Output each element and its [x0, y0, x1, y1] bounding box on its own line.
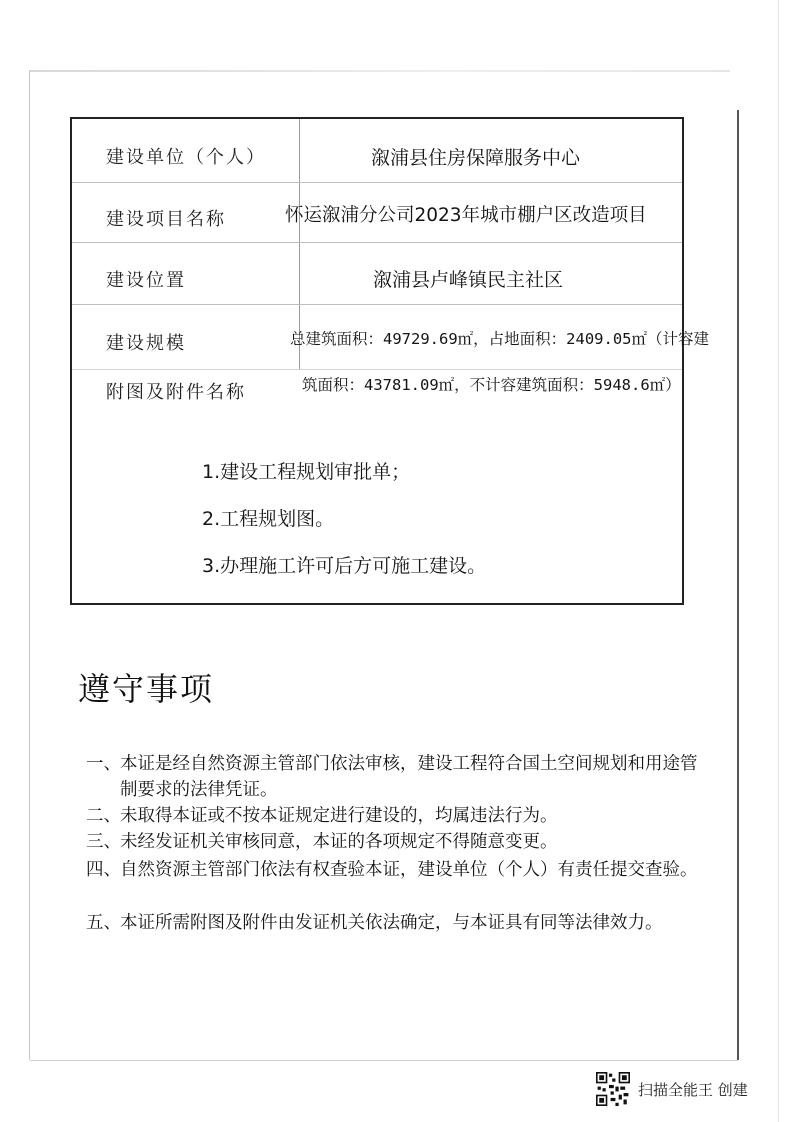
note-item — [86, 910, 706, 936]
label-project-name: 建设项目名称 — [106, 209, 226, 230]
attachment-item: 1.建设工程规划审批单； — [202, 461, 411, 483]
notes-title: 遵守事项 — [78, 670, 215, 708]
row-divider — [72, 182, 682, 183]
watermark-text: 扫描全能王 创建 — [638, 1080, 748, 1099]
attachment-item: 2.工程规划图。 — [202, 508, 335, 530]
value-scale-line2: 筑面积：43781.09㎡，不计容建筑面积：5948.6㎡） — [302, 376, 681, 394]
label-location: 建设位置 — [106, 270, 186, 291]
value-project-name: 怀运溆浦分公司2023年城市棚户区改造项目 — [285, 205, 647, 226]
note-text: 本证所需附图及附件由发证机关依法确定，与本证具有同等法律效力。 — [120, 913, 663, 933]
value-scale-line1: 总建筑面积：49729.69㎡，占地面积：2409.05㎡（计容建 — [290, 330, 709, 348]
label-scale: 建设规模 — [106, 333, 186, 354]
scan-border-right — [737, 110, 739, 1060]
note-item — [86, 829, 706, 855]
info-table — [70, 117, 709, 605]
note-item — [86, 751, 706, 803]
value-location: 溆浦县卢峰镇民主社区 — [373, 269, 564, 291]
attachment-item: 3.办理施工许可后方可施工建设。 — [202, 555, 487, 577]
note-item — [86, 857, 706, 883]
scan-border-bottom — [30, 1060, 738, 1061]
note-text: 本证是经自然资源主管部门依法审核，建设工程符合国土空间规划和用途管制要求的法律凭证。 — [120, 754, 698, 800]
row-divider — [72, 242, 682, 243]
qr-code-icon — [596, 1072, 630, 1106]
note-number: 四、 — [86, 860, 121, 880]
note-text: 未经发证机关审核同意，本证的各项规定不得随意变更。 — [120, 832, 558, 852]
value-construction-unit: 溆浦县住房保障服务中心 — [371, 147, 581, 169]
label-attachments: 附图及附件名称 — [106, 382, 246, 403]
row-divider — [72, 369, 682, 370]
row-divider — [72, 304, 682, 305]
note-number: 二、 — [86, 806, 121, 826]
note-number: 一、 — [86, 754, 121, 774]
label-construction-unit: 建设单位（个人） — [106, 147, 266, 168]
scanner-watermark — [596, 1070, 748, 1108]
note-text: 未取得本证或不按本证规定进行建设的，均属违法行为。 — [120, 806, 558, 826]
scan-edge-line — [778, 0, 779, 1122]
scan-border-top — [30, 70, 730, 72]
note-text: 自然资源主管部门依法有权查验本证，建设单位（个人）有责任提交查验。 — [120, 860, 698, 880]
note-number: 三、 — [86, 832, 121, 852]
scan-border-left — [29, 70, 30, 1060]
note-number: 五、 — [86, 913, 121, 933]
note-item — [86, 803, 706, 829]
